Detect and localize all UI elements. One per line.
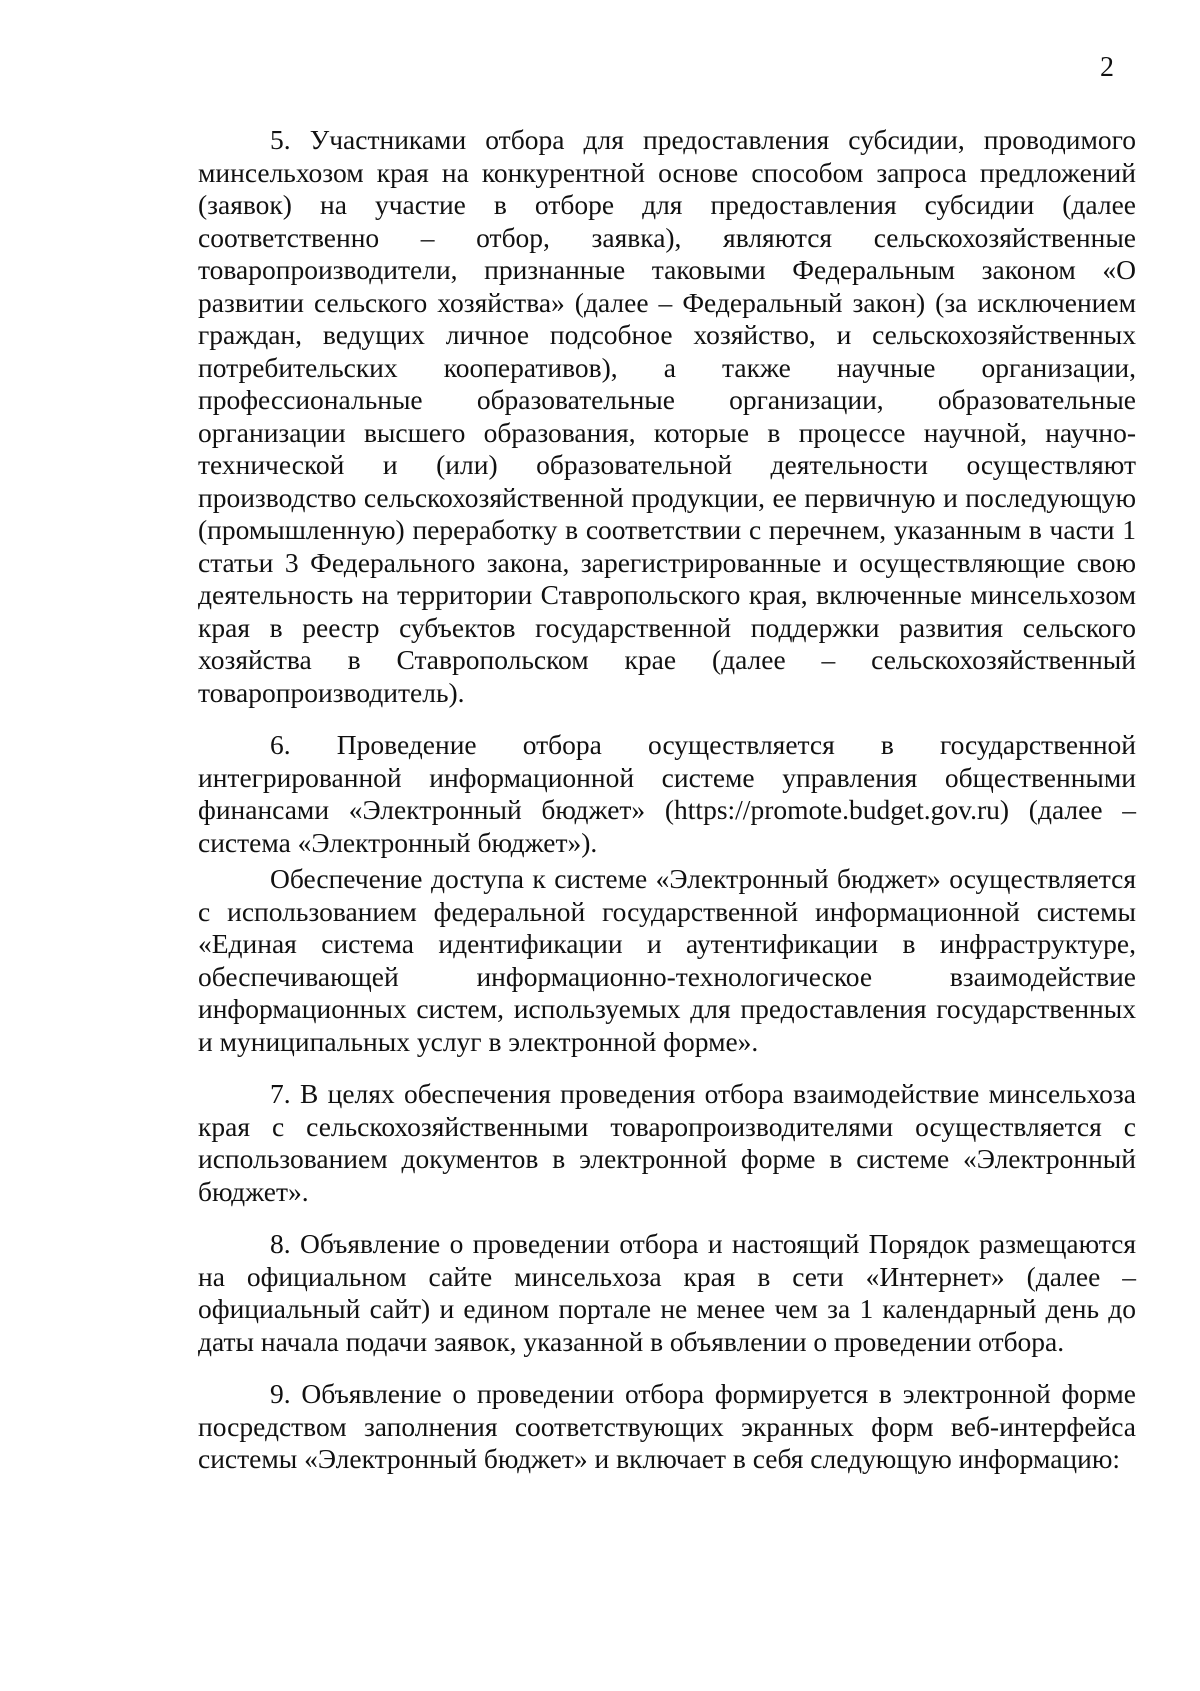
paragraph-6-access: Обеспечение доступа к системе «Электронный бюджет» осуществляется с использованием федеральной государственной информационной системы «Единая система идентификации и аутентификации в инфраструктуре, обеспечивающей информационно-технологическое взаимодействие информационных систем, используемых для предоставления государственных и муниципальных услуг в электронной форме». (198, 863, 1136, 1057)
paragraph-6: 6. Проведение отбора осуществляется в государственной интегрированной информационной системе управления общественными финансами «Электронный бюджет» (https://promote.budget.gov.ru) (далее – система «Электронный бюджет»). (198, 729, 1136, 858)
document-body (198, 124, 1136, 1476)
page-number: 2 (1100, 52, 1114, 83)
paragraph-7: 7. В целях обеспечения проведения отбора взаимодействие минсельхоза края с сельскохозяйственными товаропроизводителями осуществляется с использованием документов в электронной форме в системе «Электронный бюджет». (198, 1078, 1136, 1207)
paragraph-9: 9. Объявление о проведении отбора формируется в электронной форме посредством заполнения соответствующих экранных форм веб-интерфейса системы «Электронный бюджет» и включает в себя следующую информацию: (198, 1378, 1136, 1474)
paragraph-8: 8. Объявление о проведении отбора и настоящий Порядок размещаются на официальном сайте минсельхоза края в сети «Интернет» (далее – официальный сайт) и едином портале не менее чем за 1 календарный день до даты начала подачи заявок, указанной в объявлении о проведении отбора. (198, 1228, 1136, 1357)
paragraph-5: 5. Участниками отбора для предоставления субсидии, проводимого минсельхозом края на конкурентной основе способом запроса предложений (заявок) на участие в отборе для предоставления субсидии (далее соответственно – отбор, заявка), являются сельскохозяйственные товаропроизводители, признанные таковыми Федеральным законом «О развитии сельского хозяйства» (далее – Федеральный закон) (за исключением граждан, ведущих личное подсобное хозяйство, и сельскохозяйственных потребительских кооперативов), а также научные организации, профессиональные образовательные организации, образовательные организации высшего образования, которые в процессе научной, научно-технической и (или) образовательной деятельности осуществляют производство сельскохозяйственной продукции, ее первичную и последующую (промышленную) переработку в соответствии с перечнем, указанным в части 1 статьи 3 Федерального закона, зарегистрированные и осуществляющие свою деятельность на территории Ставропольского края, включенные минсельхозом края в реестр субъектов государственной поддержки развития сельского хозяйства в Ставропольском крае (далее – сельскохозяйственный товаропроизводитель). (198, 124, 1136, 708)
